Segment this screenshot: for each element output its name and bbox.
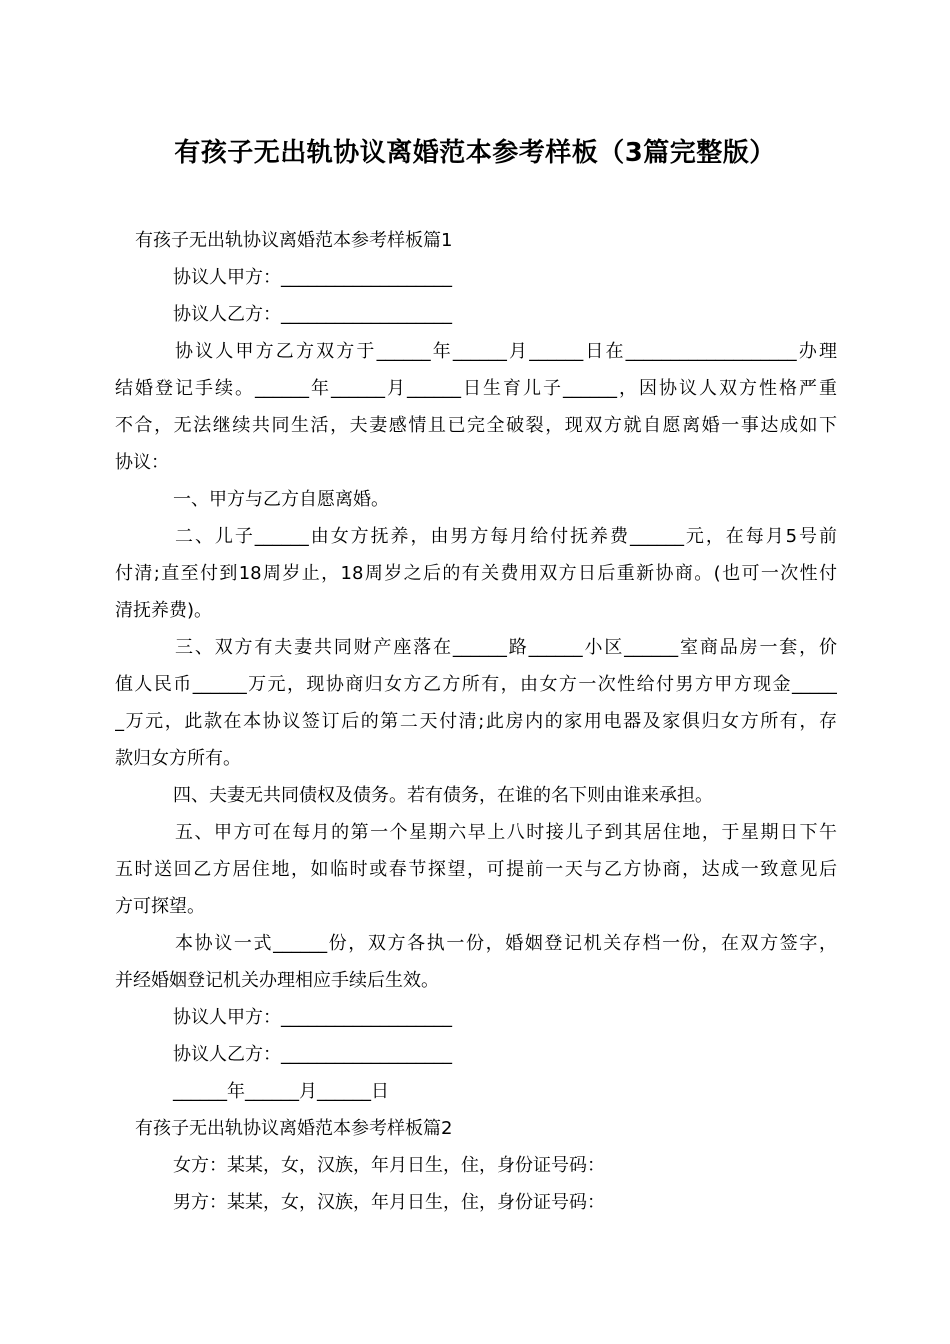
clause-2-line-2: 付清;直至付到18周岁止，18周岁之后的有关费用双方日后重新协商。(也可一次性付 xyxy=(115,563,837,584)
clause-2-line-1: 二、儿子______由女方抚养，由男方每月给付抚养费______元，在每月5号前 xyxy=(175,526,837,547)
clause-5-line-3: 方可探望。 xyxy=(115,896,205,917)
intro-line-1: 协议人甲方乙方双方于______年______月______日在___________________办理 xyxy=(175,341,837,362)
intro-line-2: 结婚登记手续。______年______月______日生育儿子______，因协议人双方性格严重 xyxy=(115,378,837,399)
clause-2-line-3: 清抚养费)。 xyxy=(115,600,213,621)
clause-3-line-3: _万元，此款在本协议签订后的第二天付清;此房内的家用电器及家俱归女方所有，存 xyxy=(115,711,837,732)
clause-3-line-4: 款归女方所有。 xyxy=(115,748,241,769)
intro-line-4: 协议： xyxy=(115,452,169,473)
closing-line-2: 并经婚姻登记机关办理相应手续后生效。 xyxy=(115,970,439,991)
party-b-line: 协议人乙方：___________________ xyxy=(173,304,452,325)
signature-party-b: 协议人乙方：___________________ xyxy=(173,1044,452,1065)
clause-5-line-2: 五时送回乙方居住地，如临时或春节探望，可提前一天与乙方协商，达成一致意见后 xyxy=(115,859,837,880)
section-heading-2: 有孩子无出轨协议离婚范本参考样板篇2 xyxy=(135,1118,453,1139)
intro-line-3: 不合，无法继续共同生活，夫妻感情且已完全破裂，现双方就自愿离婚一事达成如下 xyxy=(115,415,837,436)
clause-3-line-2: 值人民币______万元，现协商归女方乙方所有，由女方一次性给付男方甲方现金_____ xyxy=(115,674,837,695)
closing-line-1: 本协议一式______份，双方各执一份，婚姻登记机关存档一份，在双方签字， xyxy=(175,933,837,954)
signature-party-a: 协议人甲方：___________________ xyxy=(173,1007,452,1028)
section-heading-1: 有孩子无出轨协议离婚范本参考样板篇1 xyxy=(135,230,453,251)
signature-date: ______年______月______日 xyxy=(173,1081,389,1102)
document-title: 有孩子无出轨协议离婚范本参考样板（3篇完整版） xyxy=(174,138,776,168)
woman-party-line: 女方：某某，女，汉族，年月日生，住，身份证号码： xyxy=(173,1155,605,1176)
man-party-line: 男方：某某，女，汉族，年月日生，住，身份证号码： xyxy=(173,1192,605,1213)
clause-4: 四、夫妻无共同债权及债务。若有债务，在谁的名下则由谁来承担。 xyxy=(173,785,713,806)
clause-3-line-1: 三、双方有夫妻共同财产座落在______路______小区______室商品房一套，价 xyxy=(175,637,837,658)
clause-5-line-1: 五、甲方可在每月的第一个星期六早上八时接儿子到其居住地，于星期日下午 xyxy=(175,822,837,843)
document-body xyxy=(115,222,837,1221)
party-a-line: 协议人甲方：___________________ xyxy=(173,267,452,288)
clause-1: 一、甲方与乙方自愿离婚。 xyxy=(173,489,389,510)
